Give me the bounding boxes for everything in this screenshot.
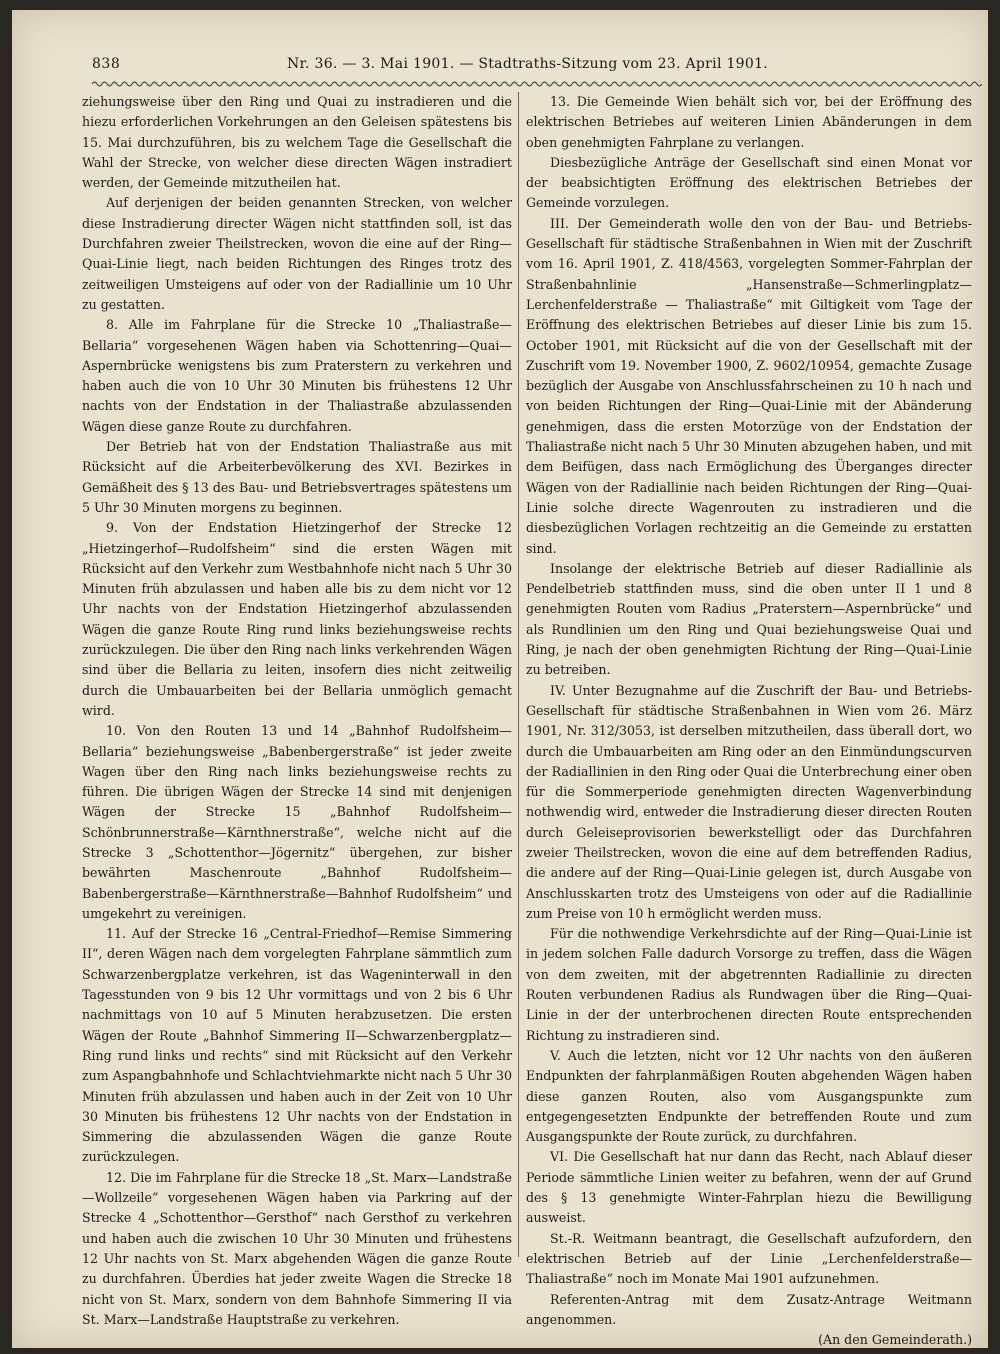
paragraph: Auf derjenigen der beiden genannten Strecken, von welcher diese Instradierung directer Wägen nicht stattfinden soll, ist das Durchfahren zweier Theilstrecken, wovon die eine auf der Ring—Quai-Linie liegt, nach beiden Richtungen des Ringes trotz des zeitweiligen Umsteigens auf oder von der Radiallinie um 10 Uhr zu gestatten. [82,195,512,312]
paragraph: VI. Die Gesellschaft hat nur dann das Recht, nach Ablauf dieser Periode sämmtliche Linien weiter zu befahren, wenn der auf Grund des § 13 genehmigte Winter-Fahrplan hiezu die Bewilligung ausweist. [526,1149,972,1226]
paragraph: V. Auch die letzten, nicht vor 12 Uhr nachts von den äußeren Endpunkten der fahrplanmäßigen Routen abgehenden Wägen haben diese ganzen Routen, also vom Ausgangspunkte zum entgegengesetzten Endpunkte der betreffenden Route und zum Ausgangspunkte der Route zurück, zu durchfahren. [526,1047,972,1145]
running-title: Nr. 36. — 3. Mai 1901. — Stadtraths-Sitzung vom 23. April 1901. [287,56,769,72]
paragraph: 12. Die im Fahrplane für die Strecke 18 „St. Marx—Landstraße—Wollzeile“ vorgesehenen Wägen haben via Parkring auf der Strecke 4 „Schottenthor—Gersthof“ nach Gersthof zu verkehren und haben auch die zwischen 10 Uhr 30 Minuten und frühestens 12 Uhr nachts von St. Marx abgehenden Wägen die ganze Route zu durchfahren. Überdies hat jeder zweite Wagen die Strecke 18 nicht von St. Marx, sondern von dem Bahnhofe Simmering II via St. Marx—Landstraße Hauptstraße zu verkehren. [82,1169,512,1327]
paragraph: IV. Unter Bezugnahme auf die Zuschrift der Bau- und Betriebs-Gesellschaft für städtische Straßenbahnen in Wien vom 26. März 1901, Nr. 312/3053, ist derselben mitzutheilen, dass überall dort, wo durch die Umbauarbeiten am Ring oder an den Einmündungscurven der Radiallinien in den Ring oder Quai die Unterbrechung einer oben für die Sommerperiode genehmigten directen Wagenverbindung nothwendig wird, entweder die Instradierung dieser directen Routen durch Geleiseprovisorien bewerkstelligt oder das Durchfahren zweier Theilstrecken, wovon die eine auf dem betreffenden Radius, die andere auf der Ring—Quai-Linie gelegen ist, durch Ausgabe von Anschlusskarten trotz des Umsteigens von oder auf die Radiallinie zum Preise von 10 h ermöglicht werden muss. [526,682,972,921]
paragraph: ziehungsweise über den Ring und Quai zu instradieren und die hiezu erforderlichen Vorkehrungen an den Geleisen spätestens bis 15. Mai durchzuführen, bis zu welchem Tage die Gesellschaft die Wahl der Strecke, von welcher diese directen Wägen instradiert werden, der Gemeinde mitzutheilen hat. [82,94,512,191]
paragraph: III. Der Gemeinderath wolle den von der Bau- und Betriebs-Gesellschaft für städtische Straßenbahnen in Wien mit der Zuschrift vom 16. April 1901, Z. 418/4563, vorgelegten Sommer-Fahrplan der Straßenbahnlinie „Hansenstraße—Schmerlingplatz—Lerchenfelderstraße — Thaliastraße“ mit Giltigkeit vom Tage der Eröffnung des elektrischen Betriebes auf dieser Linie bis zum 15. October 1901, mit Rücksicht auf die von der Gesellschaft mit der Zuschrift vom 19. November 1900, Z. 9602/10954, gemachte Zusage bezüglich der Ausgabe von Anschlussfahrscheinen zu 10 h nach und von beiden Richtungen der Ring—Quai-Linie mit der Abänderung genehmigen, dass die ersten Motorzüge von der Endstation der Thaliastraße nicht nach 5 Uhr 30 Minuten abzugehen haben, und mit dem Beifügen, dass nach Ermöglichung des Überganges directer Wägen von der Radiallinie nach beiden Richtungen der Ring—Quai-Linie solche directe Wagenrouten zu instradieren und die diesbezüglichen Vorlagen rechtzeitig an die Gemeinde zu erstatten sind. [526,215,972,556]
closing-resolution: Referenten-Antrag mit dem Zusatz-Antrage Weitmann angenommen. [526,1291,972,1327]
paragraph: St.-R. Weitmann beantragt, die Gesellschaft aufzufordern, den elektrischen Betrieb auf der Linie „Lerchenfelderstraße—Thaliastraße“ noch im Monate Mai 1901 aufzunehmen. [526,1230,972,1287]
left-text-column [82,92,512,1330]
paragraph: Diesbezügliche Anträge der Gesellschaft sind einen Monat vor der beabsichtigten Eröffnung des elektrischen Betriebes der Gemeinde vorzulegen. [526,154,972,211]
paragraph: 9. Von der Endstation Hietzingerhof der Strecke 12 „Hietzingerhof—Rudolfsheim“ sind die ersten Wägen mit Rücksicht auf den Verkehr zum Westbahnhofe nicht nach 5 Uhr 30 Minuten früh abzulassen und haben alle bis zu dem nicht vor 12 Uhr nachts von der Endstation Hietzingerhof abzulassenden Wägen die ganze Route Ring rund links beziehungsweise rechts zurückzulegen. Die über den Ring nach links verkehrenden Wägen sind über die Bellaria zu leiten, insofern dies nicht zeitweilig durch die Umbauarbeiten bei der Bellaria unmöglich gemacht wird. [82,520,512,718]
page-number: 838 [92,56,121,72]
paragraph: Insolange der elektrische Betrieb auf dieser Radiallinie als Pendelbetrieb stattfinden muss, sind die oben unter II 1 und 8 genehmigten Routen vom Radius „Praterstern—Aspernbrücke“ und als Rundlinien um den Ring und Quai beziehungsweise Quai und Ring, je nach der oben genehmigten Richtung der Ring—Quai-Linie zu betreiben. [526,560,972,678]
paragraph: 11. Auf der Strecke 16 „Central-Friedhof—Remise Simmering II“, deren Wägen nach dem vorgelegten Fahrplane sämmtlich zum Schwarzenbergplatze verkehren, ist das Wageninterwall in den Tagesstunden von 9 bis 12 Uhr vormittags und von 2 bis 6 Uhr nachmittags von 10 auf 5 Minuten herabzusetzen. Die ersten Wägen der Route „Bahnhof Simmering II—Schwarzenbergplatz—Ring rund links und rechts“ sind mit Rücksicht auf den Verkehr zum Aspangbahnhofe und Schlachtviehmarkte nicht nach 5 Uhr 30 Minuten früh abzulassen und haben auch in der Zeit von 10 Uhr 30 Minuten bis frühestens 12 Uhr nachts von der Endstation in Simmering die abzulassenden Wägen die ganze Route zurückzulegen. [82,926,512,1165]
paragraph: Der Betrieb hat von der Endstation Thaliastraße aus mit Rücksicht auf die Arbeiterbevölkerung des XVI. Bezirkes in Gemäßheit des § 13 des Bau- und Betriebsvertrages spätestens um 5 Uhr 30 Minuten morgens zu beginnen. [82,439,512,515]
closing-note-line [526,1330,972,1350]
referral-note: (An den Gemeinderath.) [818,1332,972,1348]
paragraph: Für die nothwendige Verkehrsdichte auf der Ring—Quai-Linie ist in jedem solchen Falle dadurch Vorsorge zu treffen, dass die Wägen von dem zweiten, mit der abgetrennten Radiallinie zu directen Routen verbundenen Radius als Rundwagen über die Ring—Quai-Linie in der der unterbrochenen directen Route entsprechenden Richtung zu instradieren sind. [526,926,972,1043]
right-text-column [526,92,972,1350]
paragraph: 8. Alle im Fahrplane für die Strecke 10 „Thaliastraße—Bellaria“ vorgesehenen Wägen haben via Schottenring—Quai—Aspernbrücke wenigstens bis zum Praterstern zu verkehren und haben auch die von 10 Uhr 30 Minuten bis frühestens 12 Uhr nachts von der Endstation in der Thaliastraße abzulassenden Wägen diese ganze Route zu durchfahren. [82,317,512,434]
column-divider [518,92,519,1257]
decorative-wavy-rule [92,80,982,88]
paragraph: 13. Die Gemeinde Wien behält sich vor, bei der Eröffnung des elektrischen Betriebes auf weiteren Linien Abänderungen in dem oben genehmigten Fahrplane zu verlangen. [526,94,972,150]
paragraph: 10. Von den Routen 13 und 14 „Bahnhof Rudolfsheim—Bellaria“ beziehungsweise „Babenbergerstraße“ ist jeder zweite Wagen über den Ring nach links beziehungsweise rechts zu führen. Die übrigen Wägen der Strecke 14 sind mit denjenigen Wägen der Strecke 15 „Bahnhof Rudolfsheim—Schönbrunnerstraße—Kärnthnerstraße“, welche nicht auf die Strecke 3 „Schottenthor—Jögernitz“ übergehen, zur bisher bewährten Maschenroute „Bahnhof Rudolfsheim—Babenbergerstraße—Kärnthnerstraße—Bahnhof Rudolfsheim“ und umgekehrt zu vereinigen. [82,723,512,921]
